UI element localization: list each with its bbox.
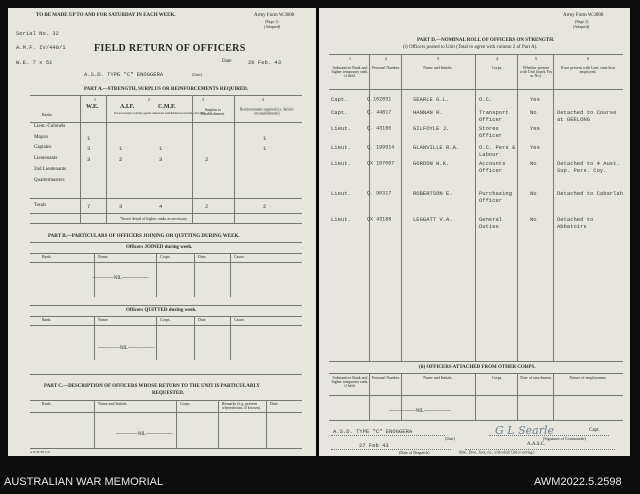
form-title: FIELD RETURN OF OFFICERS (94, 43, 246, 54)
column-header: Substantive Rank and higher temporary rank, if held. (331, 65, 369, 78)
quitted-nil: -------------NIL---------------- (98, 346, 155, 351)
partC-nil: -------------NIL---------------- (116, 432, 173, 437)
we-value: 7 (87, 203, 91, 210)
signature-label: (Signature of Commander) (543, 436, 587, 441)
page-note-2: (Page 2) (575, 19, 589, 24)
unit-label: (Unit) (192, 72, 202, 77)
date-value: 26 Feb. 43 (248, 59, 282, 66)
officer-number: Q. 199914 (367, 144, 395, 151)
print-code: A.W. 88 350 2/42 (30, 450, 50, 454)
col-we: W.E. (86, 104, 99, 110)
partC-title-2: REQUESTED. (152, 391, 185, 396)
officer-present: No (530, 109, 537, 116)
aif-value: 1 (119, 145, 123, 152)
we-value: 1 (87, 135, 91, 142)
column-header: Whether present with Unit (mark Yes or No). (519, 65, 553, 78)
column-header: Name and Initials. (423, 65, 453, 70)
column-header: Corps. (491, 375, 503, 380)
rank-label: Totals (34, 203, 47, 208)
column-header: If not present with Unit, state how employed. (560, 65, 616, 74)
we-value: 3 (87, 156, 91, 163)
officer-present: No (530, 190, 537, 197)
reinf-value: 1 (263, 145, 267, 152)
left-page (8, 8, 316, 456)
despatch-label: (Date of Despatch) (399, 450, 430, 455)
right-page (319, 8, 630, 456)
adapted-note: (Adapted) (264, 24, 281, 29)
column-header: Date. (270, 401, 279, 406)
officer-present: Yes (530, 96, 540, 103)
column-header: Name and Initials. (423, 375, 453, 380)
officer-corps: General Duties (479, 216, 503, 230)
partC-title-1: PART C.—DESCRIPTION OF OFFICERS WHOSE RETURN TO THE UNIT IS PARTICULARLY (44, 384, 260, 389)
partA-note: *Insert detail of higher ranks as necessary. (120, 216, 188, 221)
aif-value: 2 (119, 156, 123, 163)
column-number: 5 (535, 56, 537, 61)
officer-rank: Lieut. (331, 160, 351, 167)
rank-label: Captains (34, 145, 52, 150)
archive-name: AUSTRALIAN WAR MEMORIAL (4, 476, 164, 488)
serial-number: Serial No. 32 (16, 30, 59, 37)
header-note: TO BE MADE UP TO AND FOR SATURDAY IN EACH WEEK. (36, 13, 176, 18)
column-header: Corps. (180, 401, 191, 406)
unit-label-2: (Unit) (445, 436, 455, 441)
column-header: Remarks (e.g. present whereabouts, if known). (222, 401, 261, 410)
unit-value-2: A.S.D. TYPE "C" ENOGGERA (333, 428, 413, 435)
officer-name: SEARLE G.L. (413, 96, 450, 103)
officer-employment: Detached to Course at GEELONG (557, 109, 617, 123)
officer-present: Yes (530, 125, 540, 132)
column-header: Corps. (160, 317, 171, 322)
amf-reference: A.M.F. IV/440/1 (16, 44, 66, 51)
partB-title: PART B.—PARTICULARS OF OFFICERS JOINING OR QUITTING DURING WEEK. (48, 234, 240, 239)
rank-label: Lieut.-Colonels (34, 124, 66, 129)
officer-rank: Lieut. (331, 144, 351, 151)
cmf-value: 1 (159, 145, 163, 152)
rank-label: Lieutenants (34, 156, 58, 161)
officer-corps: O.C. (479, 96, 493, 103)
officer-present: Yes (530, 144, 540, 151)
col-ranks: Ranks. (42, 112, 53, 117)
officer-corps: Stores Officer (479, 125, 503, 139)
surplus-value: 2 (205, 156, 209, 163)
column-header: Corps. (491, 65, 503, 70)
rank-label: Quartermasters (34, 178, 65, 183)
partD-subtitle: (i) Officers posted to Unit (Total to agree with column 2 of Part A). (403, 45, 538, 50)
column-number: 3 (437, 56, 439, 61)
date-label: Date (222, 59, 232, 64)
officer-number: Q. 90317 (367, 190, 392, 197)
officer-corps: Transport Officer (479, 109, 509, 123)
officer-corps: Purchasing Officer (479, 190, 513, 204)
archive-footer (0, 456, 640, 494)
column-header: Rank. (42, 254, 52, 259)
adapted-note-2: (Adapted) (573, 24, 590, 29)
column-header: Date. (198, 254, 207, 259)
column-number: 4 (496, 56, 498, 61)
rank-label: 2nd Lieutenants (34, 167, 67, 172)
officer-name: GLANVILLE R.A. (413, 144, 460, 151)
partA-title: PART A.—STRENGTH, SURPLUS OR REINFORCEMENTS REQUIRED. (84, 87, 249, 92)
rank-label: Majors (34, 135, 49, 140)
officer-rank: Capt. (331, 109, 348, 116)
commander-signature: G L Searle (495, 424, 554, 437)
officer-present: No (530, 160, 537, 167)
column-header: Name and Initials. (98, 401, 128, 406)
officer-number: Q. 43186 (367, 125, 392, 132)
col-aif: A.I.F. (120, 104, 135, 110)
column-header: Rank. (42, 317, 52, 322)
column-number: 2 (385, 56, 387, 61)
cmf-value: 4 (159, 203, 163, 210)
surplus-value: 2 (205, 203, 209, 210)
column-header: Substantive Rank and higher temporary rank, if held. (331, 375, 369, 388)
archive-id: AWM2022.5.2598 (534, 476, 622, 488)
unit-value: A.S.D. TYPE "C" ENOGGERA (84, 71, 164, 78)
joined-title: Officers JOINED during week. (126, 245, 193, 250)
officer-rank: Lieut. (331, 216, 351, 223)
column-header: Cause. (234, 254, 245, 259)
army-form-label: Army Form W.3008 (254, 13, 295, 18)
col-num-4: 4 (262, 97, 264, 102)
officer-name: LEGGATT V.A. (413, 216, 453, 223)
we-value: 3 (87, 145, 91, 152)
officer-present: No (530, 216, 537, 223)
officer-name: GORDON H.K. (413, 160, 450, 167)
attached-nil: ----------------NIL---------------- (389, 409, 451, 414)
col-num-3: 3 (202, 97, 204, 102)
column-header: Personal Number. (371, 65, 401, 70)
officer-rank: Lieut. (331, 125, 351, 132)
quitted-title: Officers QUITTED during week. (126, 308, 197, 313)
column-header: Date. (198, 317, 207, 322)
asc-label: A.A.S.C. (527, 442, 546, 447)
column-number: 1 (349, 56, 351, 61)
cmf-value: 3 (159, 156, 163, 163)
officer-name: ROBERTSON E. (413, 190, 453, 197)
col-num-1: 1 (94, 97, 96, 102)
officer-rank: Lieut. (331, 190, 351, 197)
col-reinforcements: Reinforcements required (i.e. deficits on establishment) (239, 107, 294, 116)
col-cmf: C.M.F. (158, 104, 176, 110)
aif-value: 3 (119, 203, 123, 210)
signature-rank: Capt. (589, 428, 600, 433)
column-header: Cause. (234, 317, 245, 322)
officer-number: QX 43188 (367, 216, 392, 223)
officer-corps: Accounts Officer (479, 160, 506, 174)
column-header: Rank. (42, 401, 52, 406)
despatch-date: 27 Feb 43 (359, 442, 389, 449)
partD-title: PART D.—NOMINAL ROLL OF OFFICERS ON STRENGTH. (417, 38, 555, 43)
we-reference: W.E. 7 x 51 (16, 59, 53, 66)
page-note: (Page 1) (265, 19, 279, 24)
officer-number: Q. 44817 (367, 109, 392, 116)
formation-label: (Bde., Divn., Area, etc., with which Unit is serving.) (459, 450, 535, 455)
column-header: Name. (98, 317, 109, 322)
reinf-value: 2 (263, 203, 267, 210)
column-header: Nature of employment. (569, 375, 607, 380)
reinf-value: 1 (263, 135, 267, 142)
officer-name: HANNAN R. (413, 109, 443, 116)
army-form-label-2: Army Form W.3008 (563, 13, 604, 18)
col-num-2: 2 (148, 97, 150, 102)
officer-employment: Detached to Abbatoirs (557, 216, 594, 230)
officer-corps: O.C. Pers & Labour (479, 144, 516, 158)
col-surplus: Surplus to Establishment. (201, 107, 225, 116)
officer-name: GILFOYLE J. (413, 125, 450, 132)
col-posted-note: Posted strength counting against authorised establishment (excluding attached) (114, 111, 205, 115)
attached-title: (ii) OFFICERS ATTACHED FROM OTHER CORPS. (419, 365, 536, 370)
officer-number: Q.102831 (367, 96, 392, 103)
column-header: Name. (98, 254, 109, 259)
officer-employment: Detached to 4 Aust. Sup. Pers. Coy. (557, 160, 620, 174)
officer-number: QX 107097 (367, 160, 395, 167)
column-header: Corps. (160, 254, 171, 259)
officer-rank: Capt. (331, 96, 348, 103)
column-header: Personal Number. (371, 375, 401, 380)
column-number: 6 (587, 56, 589, 61)
column-header: Date of attachment. (520, 375, 552, 380)
officer-employment: Detached to Cabarlah (557, 190, 624, 197)
joined-nil: -------------NIL---------------- (92, 276, 149, 281)
